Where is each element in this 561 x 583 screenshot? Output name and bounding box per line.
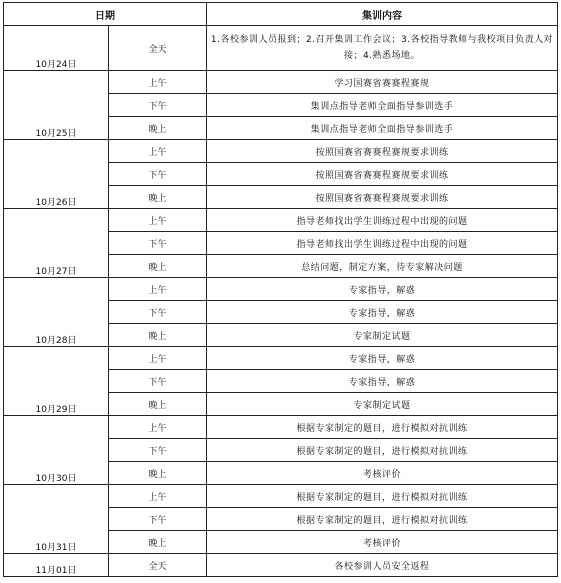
session-label: 全天 — [109, 26, 207, 71]
session-content: 指导老师找出学生训练过程中出现的问题 — [207, 209, 558, 232]
session-label: 下午 — [109, 163, 207, 186]
session-content: 集训点指导老师全面指导参训选手 — [207, 117, 558, 140]
session-content: 按照国赛省赛赛程赛规要求训练 — [207, 163, 558, 186]
day-date: 10月25日 — [4, 71, 109, 140]
session-content: 专家制定试题 — [207, 324, 558, 347]
session-content: 各校参训人员安全返程 — [207, 554, 558, 577]
table-row — [4, 485, 558, 508]
session-content: 按照国赛省赛赛程赛规要求训练 — [207, 140, 558, 163]
session-content: 根据专家制定的题目，进行模拟对抗训练 — [207, 439, 558, 462]
session-content: 按照国赛省赛赛程赛规要求训练 — [207, 186, 558, 209]
session-label: 晚上 — [109, 393, 207, 416]
session-label: 上午 — [109, 485, 207, 508]
session-label: 下午 — [109, 370, 207, 393]
session-label: 上午 — [109, 347, 207, 370]
day-date: 11月01日 — [4, 554, 109, 577]
table-row — [4, 554, 558, 577]
day-date: 10月24日 — [4, 26, 109, 71]
session-content: 专家指导，解惑 — [207, 278, 558, 301]
session-label: 晚上 — [109, 255, 207, 278]
table-row — [4, 71, 558, 94]
header-content: 集训内容 — [207, 3, 558, 26]
day-date: 10月31日 — [4, 485, 109, 554]
session-label: 晚上 — [109, 186, 207, 209]
session-content: 1.各校参训人员报到；2.召开集训工作会议；3.各校指导教师与我校项目负责人对接；4.熟悉场地。 — [207, 26, 558, 71]
table-row — [4, 140, 558, 163]
table-row — [4, 416, 558, 439]
session-label: 上午 — [109, 209, 207, 232]
session-label: 上午 — [109, 71, 207, 94]
session-content: 专家指导，解惑 — [207, 301, 558, 324]
session-content: 学习国赛省赛赛程赛规 — [207, 71, 558, 94]
session-content: 根据专家制定的题目，进行模拟对抗训练 — [207, 485, 558, 508]
day-date: 10月30日 — [4, 416, 109, 485]
session-label: 全天 — [109, 554, 207, 577]
table-row — [4, 209, 558, 232]
schedule-table — [3, 2, 558, 577]
session-content: 专家指导，解惑 — [207, 347, 558, 370]
session-label: 下午 — [109, 232, 207, 255]
session-label: 晚上 — [109, 462, 207, 485]
session-label: 下午 — [109, 94, 207, 117]
header-row — [4, 3, 558, 26]
session-content: 考核评价 — [207, 462, 558, 485]
session-label: 晚上 — [109, 531, 207, 554]
session-label: 上午 — [109, 140, 207, 163]
table-row — [4, 347, 558, 370]
day-date: 10月28日 — [4, 278, 109, 347]
session-content: 指导老师找出学生训练过程中出现的问题 — [207, 232, 558, 255]
session-label: 下午 — [109, 301, 207, 324]
session-label: 上午 — [109, 278, 207, 301]
session-label: 晚上 — [109, 324, 207, 347]
session-content: 根据专家制定的题目，进行模拟对抗训练 — [207, 416, 558, 439]
table-row — [4, 278, 558, 301]
day-date: 10月27日 — [4, 209, 109, 278]
session-content: 根据专家制定的题目，进行模拟对抗训练 — [207, 508, 558, 531]
table-row — [4, 26, 558, 71]
session-label: 晚上 — [109, 117, 207, 140]
day-date: 10月26日 — [4, 140, 109, 209]
session-label: 上午 — [109, 416, 207, 439]
session-content: 专家制定试题 — [207, 393, 558, 416]
session-content: 总结问题，制定方案，待专家解决问题 — [207, 255, 558, 278]
day-date: 10月29日 — [4, 347, 109, 416]
session-content: 集训点指导老师全面指导参训选手 — [207, 94, 558, 117]
session-label: 下午 — [109, 439, 207, 462]
header-date: 日期 — [4, 3, 207, 26]
session-label: 下午 — [109, 508, 207, 531]
session-content: 考核评价 — [207, 531, 558, 554]
session-content: 专家指导，解惑 — [207, 370, 558, 393]
